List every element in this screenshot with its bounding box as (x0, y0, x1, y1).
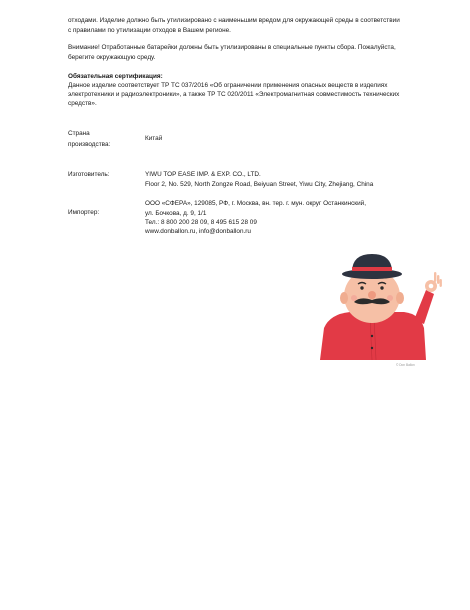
certification-line-2: электротехники и радиоэлектроники», а также ТР ТС 020/2011 «Электромагнитная совместимость технических (68, 91, 400, 98)
hat-band (352, 267, 392, 271)
certification-line-3: средств». (68, 100, 97, 107)
importer-line-2: ул. Бочкова, д. 9, 1/1 (145, 210, 207, 217)
eye (360, 286, 363, 289)
country-value: Китай (145, 135, 163, 142)
eye (380, 286, 383, 289)
raised-arm (414, 290, 434, 324)
finger (437, 275, 439, 284)
importer-line-1: ООО «СФЕРА», 129085, РФ, г. Москва, вн. тер. г. мун. округ Останкинский, (145, 200, 366, 207)
nose (368, 291, 376, 299)
importer-web-email: www.donballon.ru, info@donballon.ru (145, 228, 251, 235)
warning-line-2: берегите окружающую среду. (68, 54, 156, 61)
ear (396, 292, 404, 304)
jacket-button (371, 335, 373, 337)
importer-label: Импортер: (68, 209, 100, 216)
certification-title: Обязательная сертификация: (68, 73, 163, 80)
manufacturer-name: YIWU TOP EASE IMP. & EXP. CO., LTD. (145, 171, 261, 178)
ok-gesture-ring (429, 284, 434, 289)
jacket-button (371, 347, 373, 349)
manufacturer-address: Floor 2, No. 529, North Zongze Road, Beiyuan Street, Yiwu City, Zhejiang, China (145, 181, 374, 188)
warning-line-1: Внимание! Отработанные батарейки должны быть утилизированы в специальные пункты сбора. Пожалуйста, (68, 44, 396, 51)
ear (340, 292, 348, 304)
manufacturer-label: Изготовитель: (68, 171, 110, 178)
country-label-line-2: производства: (68, 141, 111, 148)
don-ballon-mascot-illustration (314, 250, 450, 368)
finger (440, 279, 442, 287)
cheek (387, 295, 393, 301)
certification-line-1: Данное изделие соответствует ТР ТС 037/2016 «Об ограничении применения опасных веществ в изделиях (68, 82, 388, 89)
country-label-line-1: Страна (68, 130, 90, 137)
intro-line-2: с правилами по утилизации отходов в Вашем регионе. (68, 27, 231, 34)
importer-phone: Тел.: 8 800 200 28 09, 8 495 615 28 09 (145, 219, 257, 226)
cheek (351, 295, 357, 301)
mascot-credit: © Don Ballon (396, 363, 415, 367)
finger (434, 272, 436, 282)
intro-line-1: отходами. Изделие должно быть утилизировано с наименьшим вредом для окружающей среды в соответствии (68, 17, 400, 24)
